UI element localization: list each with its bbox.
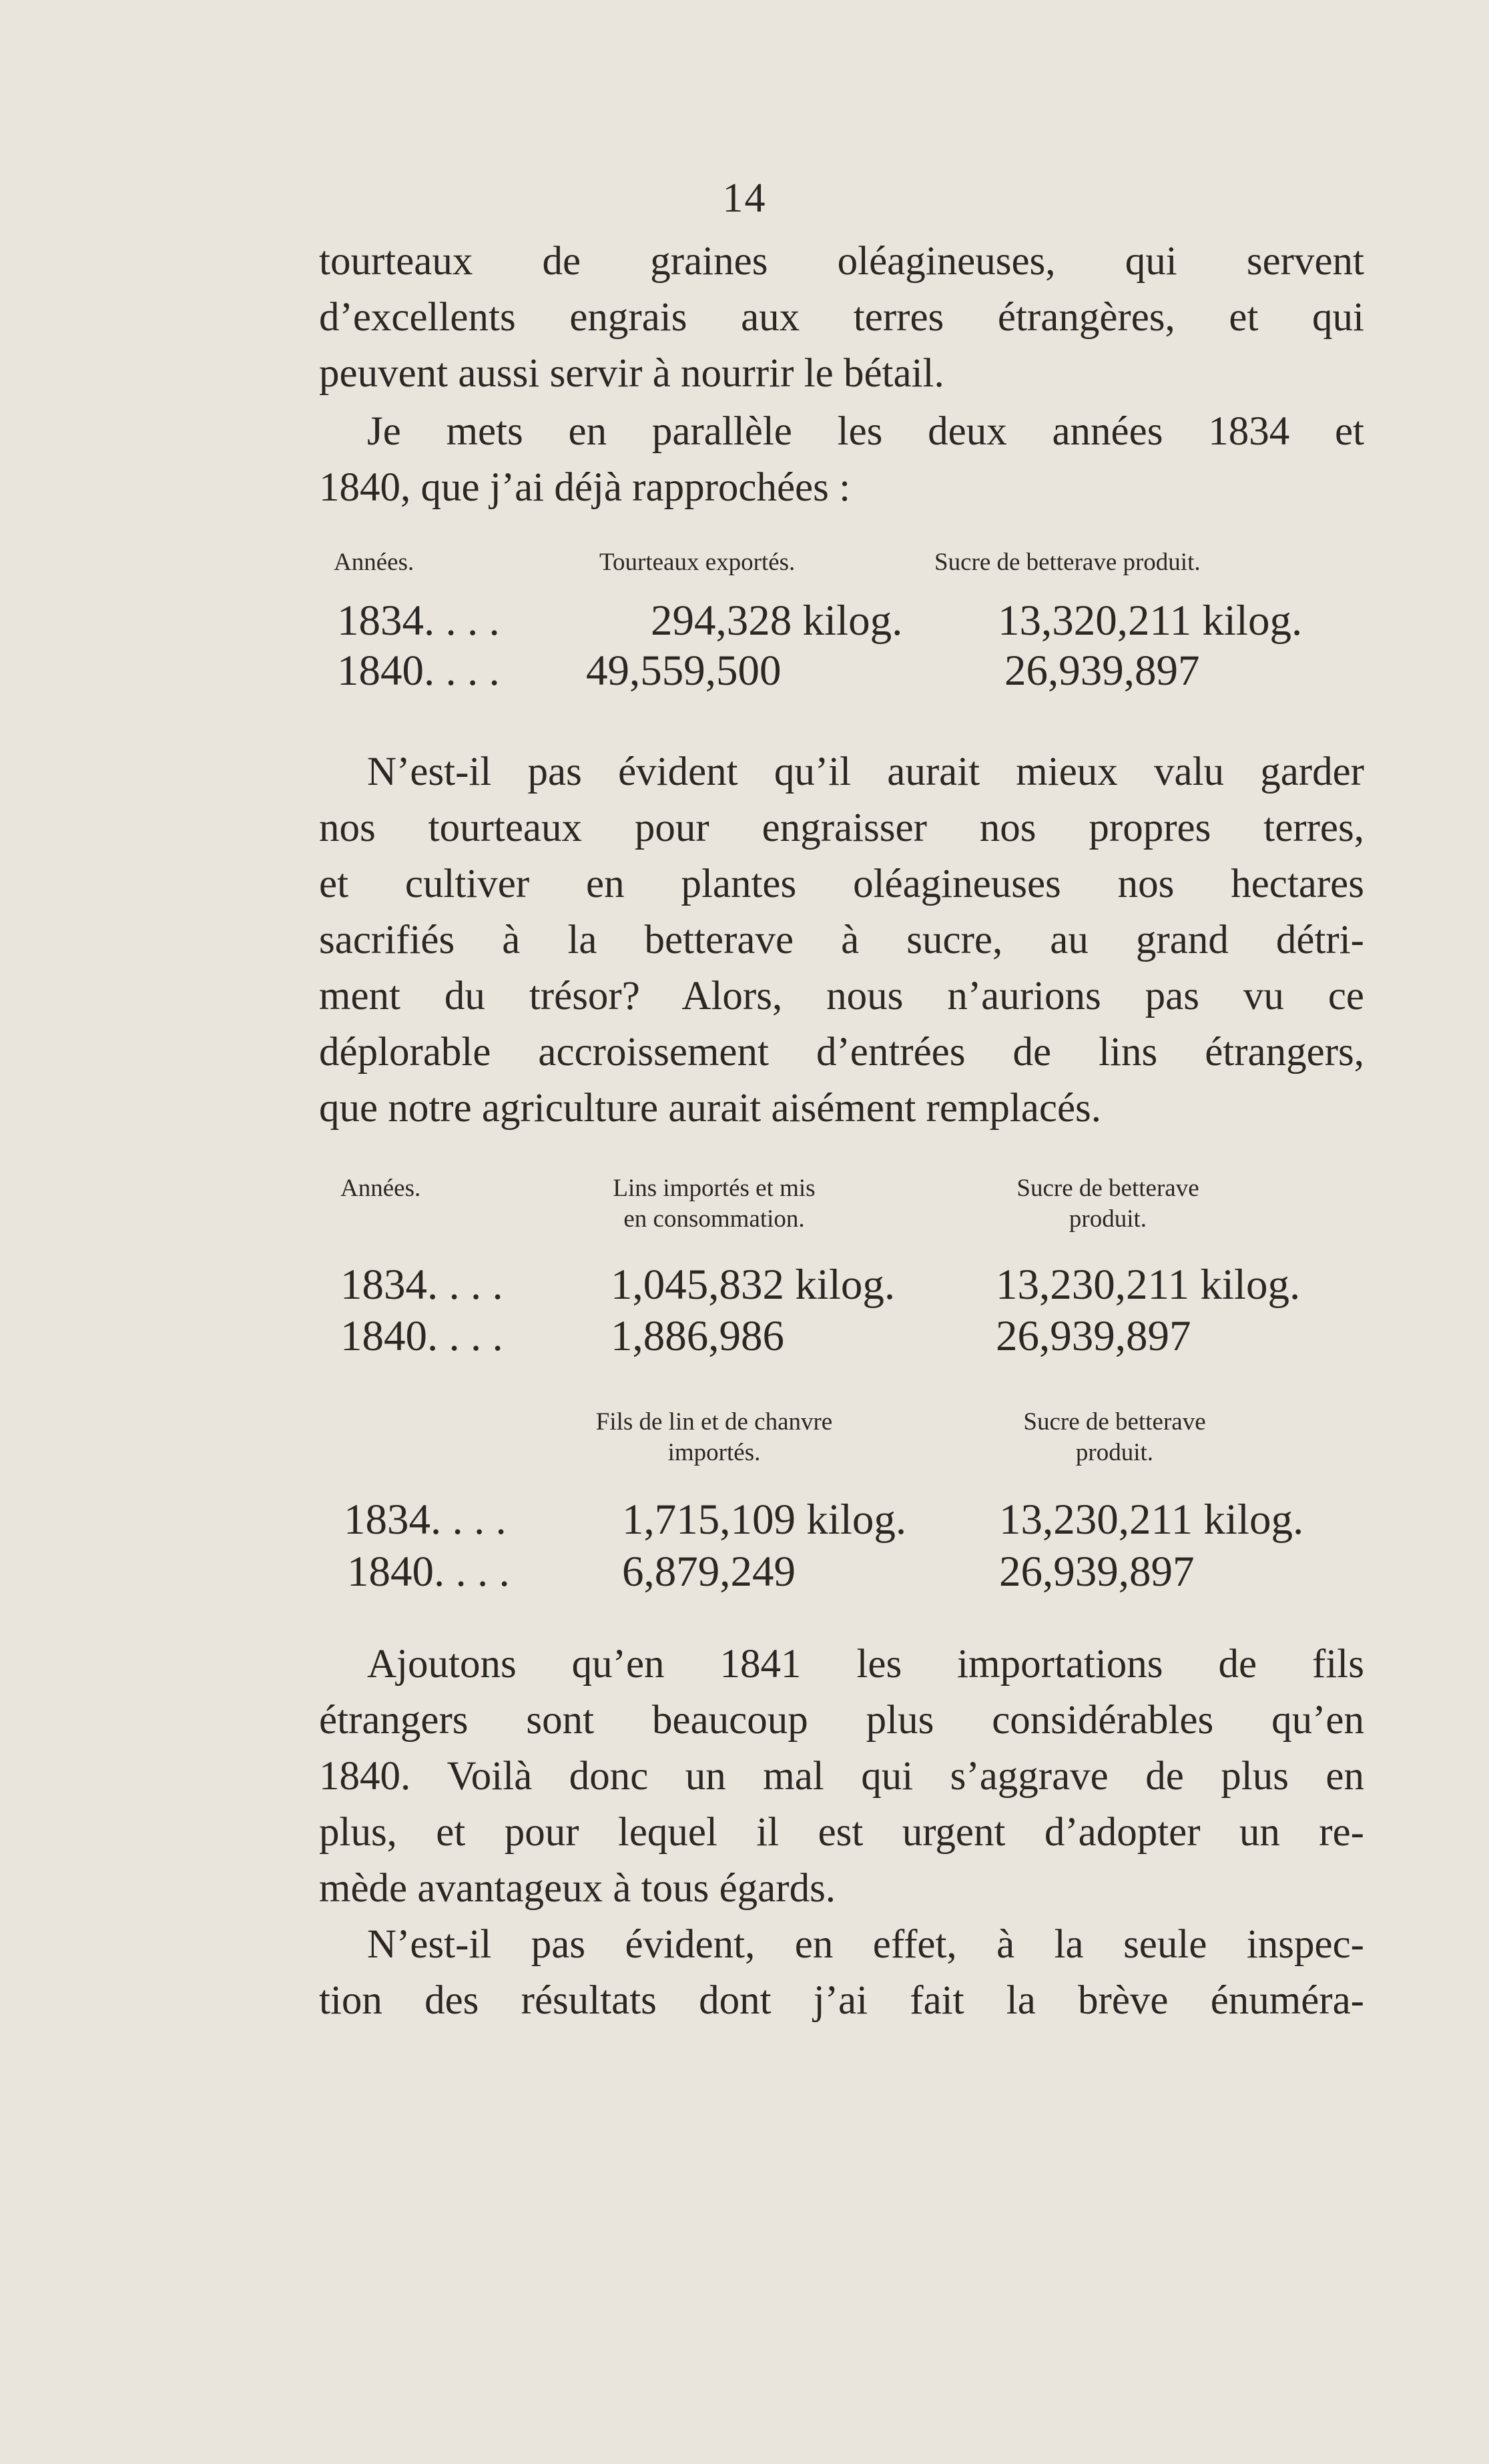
- column-header: Tourteaux exportés.: [599, 549, 796, 576]
- value-cell: 13,230,211 kilog.: [999, 1496, 1304, 1544]
- year-cell: 1834. . . .: [337, 597, 500, 645]
- text-line: tion des résultats dont j’ai fait la brève énuméra-: [319, 1978, 1364, 2023]
- text-line: nos tourteaux pour engraisser nos propres terres,: [319, 806, 1364, 850]
- column-header: Années.: [340, 1175, 421, 1202]
- paragraph-5: [319, 1917, 1364, 2029]
- page-number: 14: [722, 176, 767, 221]
- text-line: Je mets en parallèle les deux années 1834 et: [367, 409, 1364, 454]
- text-line: étrangers sont beaucoup plus considérables qu’en: [319, 1698, 1364, 1743]
- text-line: sacrifiés à la betterave à sucre, au grand détri-: [319, 918, 1364, 962]
- text-line: 1840, que j’ai déjà rapprochées :: [319, 465, 851, 510]
- value-cell: 13,230,211 kilog.: [996, 1261, 1301, 1309]
- text-line: et cultiver en plantes oléagineuses nos hectares: [319, 862, 1364, 906]
- value-cell: 6,879,249: [622, 1548, 796, 1596]
- value-cell: 26,939,897: [996, 1312, 1191, 1360]
- text-line: ment du trésor? Alors, nous n’aurions pas vu ce: [319, 974, 1364, 1018]
- value-cell: 26,939,897: [999, 1548, 1195, 1596]
- year-cell: 1840. . . .: [347, 1548, 510, 1596]
- column-header: importés.: [667, 1439, 761, 1466]
- paragraph-3: [319, 744, 1364, 1137]
- value-cell: 13,320,211 kilog.: [998, 597, 1303, 645]
- paragraph-1: [319, 234, 1364, 402]
- year-cell: 1834. . . .: [340, 1261, 503, 1309]
- text-line: déplorable accroissement d’entrées de lins étrangers,: [319, 1030, 1364, 1074]
- column-header: produit.: [1075, 1439, 1154, 1466]
- column-header: Sucre de betterave produit.: [934, 549, 1201, 576]
- value-cell: 294,328 kilog.: [651, 597, 903, 645]
- text-line: N’est-il pas évident, en effet, à la seule inspec-: [367, 1922, 1364, 1967]
- value-cell: 1,886,986: [611, 1312, 784, 1360]
- text-line: 1840. Voilà donc un mal qui s’aggrave de plus en: [319, 1754, 1364, 1799]
- text-line: plus, et pour lequel il est urgent d’adopter un re-: [319, 1810, 1364, 1855]
- value-cell: 49,559,500: [586, 647, 782, 695]
- value-cell: 1,045,832 kilog.: [611, 1261, 896, 1309]
- value-cell: 26,939,897: [1004, 647, 1200, 695]
- column-header: Lins importés et mis: [613, 1175, 816, 1202]
- column-header: en consommation.: [623, 1205, 805, 1233]
- year-cell: 1840. . . .: [340, 1312, 503, 1360]
- text-line: N’est-il pas évident qu’il aurait mieux valu garder: [367, 749, 1364, 794]
- text-line: Ajoutons qu’en 1841 les importations de fils: [367, 1642, 1364, 1686]
- paragraph-2: [319, 404, 1364, 516]
- year-cell: 1840. . . .: [337, 647, 500, 695]
- column-header: Sucre de betterave: [1023, 1408, 1206, 1436]
- text-line: peuvent aussi servir à nourrir le bétail.: [319, 351, 944, 396]
- value-cell: 1,715,109 kilog.: [622, 1496, 907, 1544]
- text-line: que notre agriculture aurait aisément remplacés.: [319, 1086, 1102, 1131]
- column-header: Fils de lin et de chanvre: [595, 1408, 833, 1436]
- text-line: tourteaux de graines oléagineuses, qui servent: [319, 239, 1364, 284]
- column-header: produit.: [1069, 1205, 1147, 1233]
- paragraph-4: [319, 1636, 1364, 1917]
- column-header: Sucre de betterave: [1016, 1175, 1199, 1202]
- text-line: mède avantageux à tous égards.: [319, 1866, 836, 1911]
- text-line: d’excellents engrais aux terres étrangères, et qui: [319, 295, 1364, 340]
- year-cell: 1834. . . .: [344, 1496, 507, 1544]
- column-header: Années.: [334, 549, 414, 576]
